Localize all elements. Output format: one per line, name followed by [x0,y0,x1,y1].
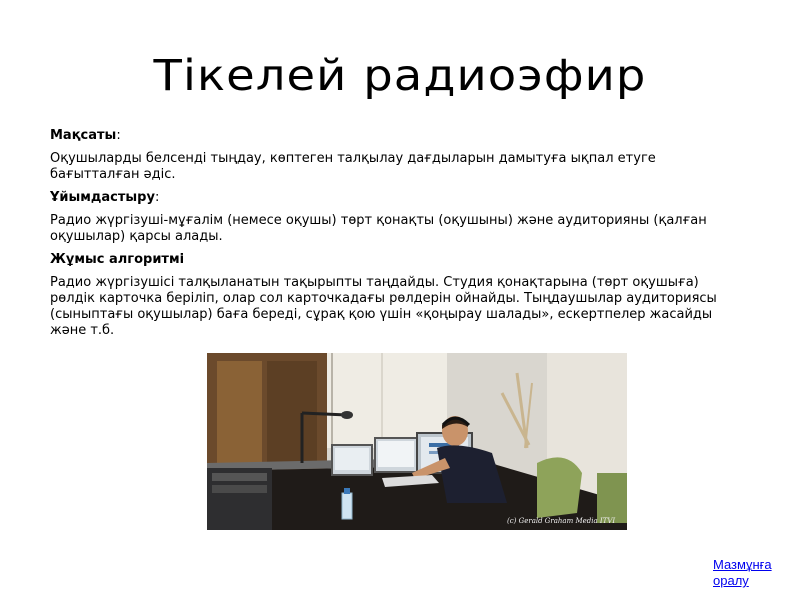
section-heading-organization [50,190,740,206]
back-to-contents-link[interactable]: Мазмұнға оралу [713,557,772,588]
section-heading-goal [50,128,740,144]
slide-content [50,128,740,346]
section-heading-organization-colon: : [154,190,160,205]
section-heading-algorithm [50,252,740,268]
section-heading-algorithm-text: Жұмыс алгоритмі [50,252,185,267]
section-text-goal: Оқушыларды белсенді тыңдау, көптеген талқылау дағдыларын дамытуға ықпал етуге бағытталған әдіс. [50,151,656,182]
section-heading-goal-text: Мақсаты [50,128,117,143]
section-text-organization: Радио жүргізуші-мұғалім (немесе оқушы) төрт қонақты (оқушыны) және аудиторияны (қалған оқушылар) қарсы алады. [50,213,707,244]
section-heading-goal-colon: : [116,128,121,143]
section-text-algorithm: Радио жүргізушісі талқыланатын тақырыпты таңдайды. Студия қонақтарына (төрт оқушыға) рөлдік карточка беріліп, олар сол карточкадағы рөлдерін ойнайды. Тыңдаушылар аудиториясы (сыныптағы оқушылар) баға береді, сұрақ қою үшін «қоңырау шалады», ескертпелер жасайды және т.б. [50,275,717,338]
photo-caption: (c) Gerald Graham Media ITVI [507,517,616,525]
slide-title: Тікелей радиоэфир [153,51,647,101]
radio-studio-photo [207,353,627,530]
section-heading-organization-text: Ұйымдастыру [50,190,155,205]
radio-studio-illustration [207,353,627,530]
